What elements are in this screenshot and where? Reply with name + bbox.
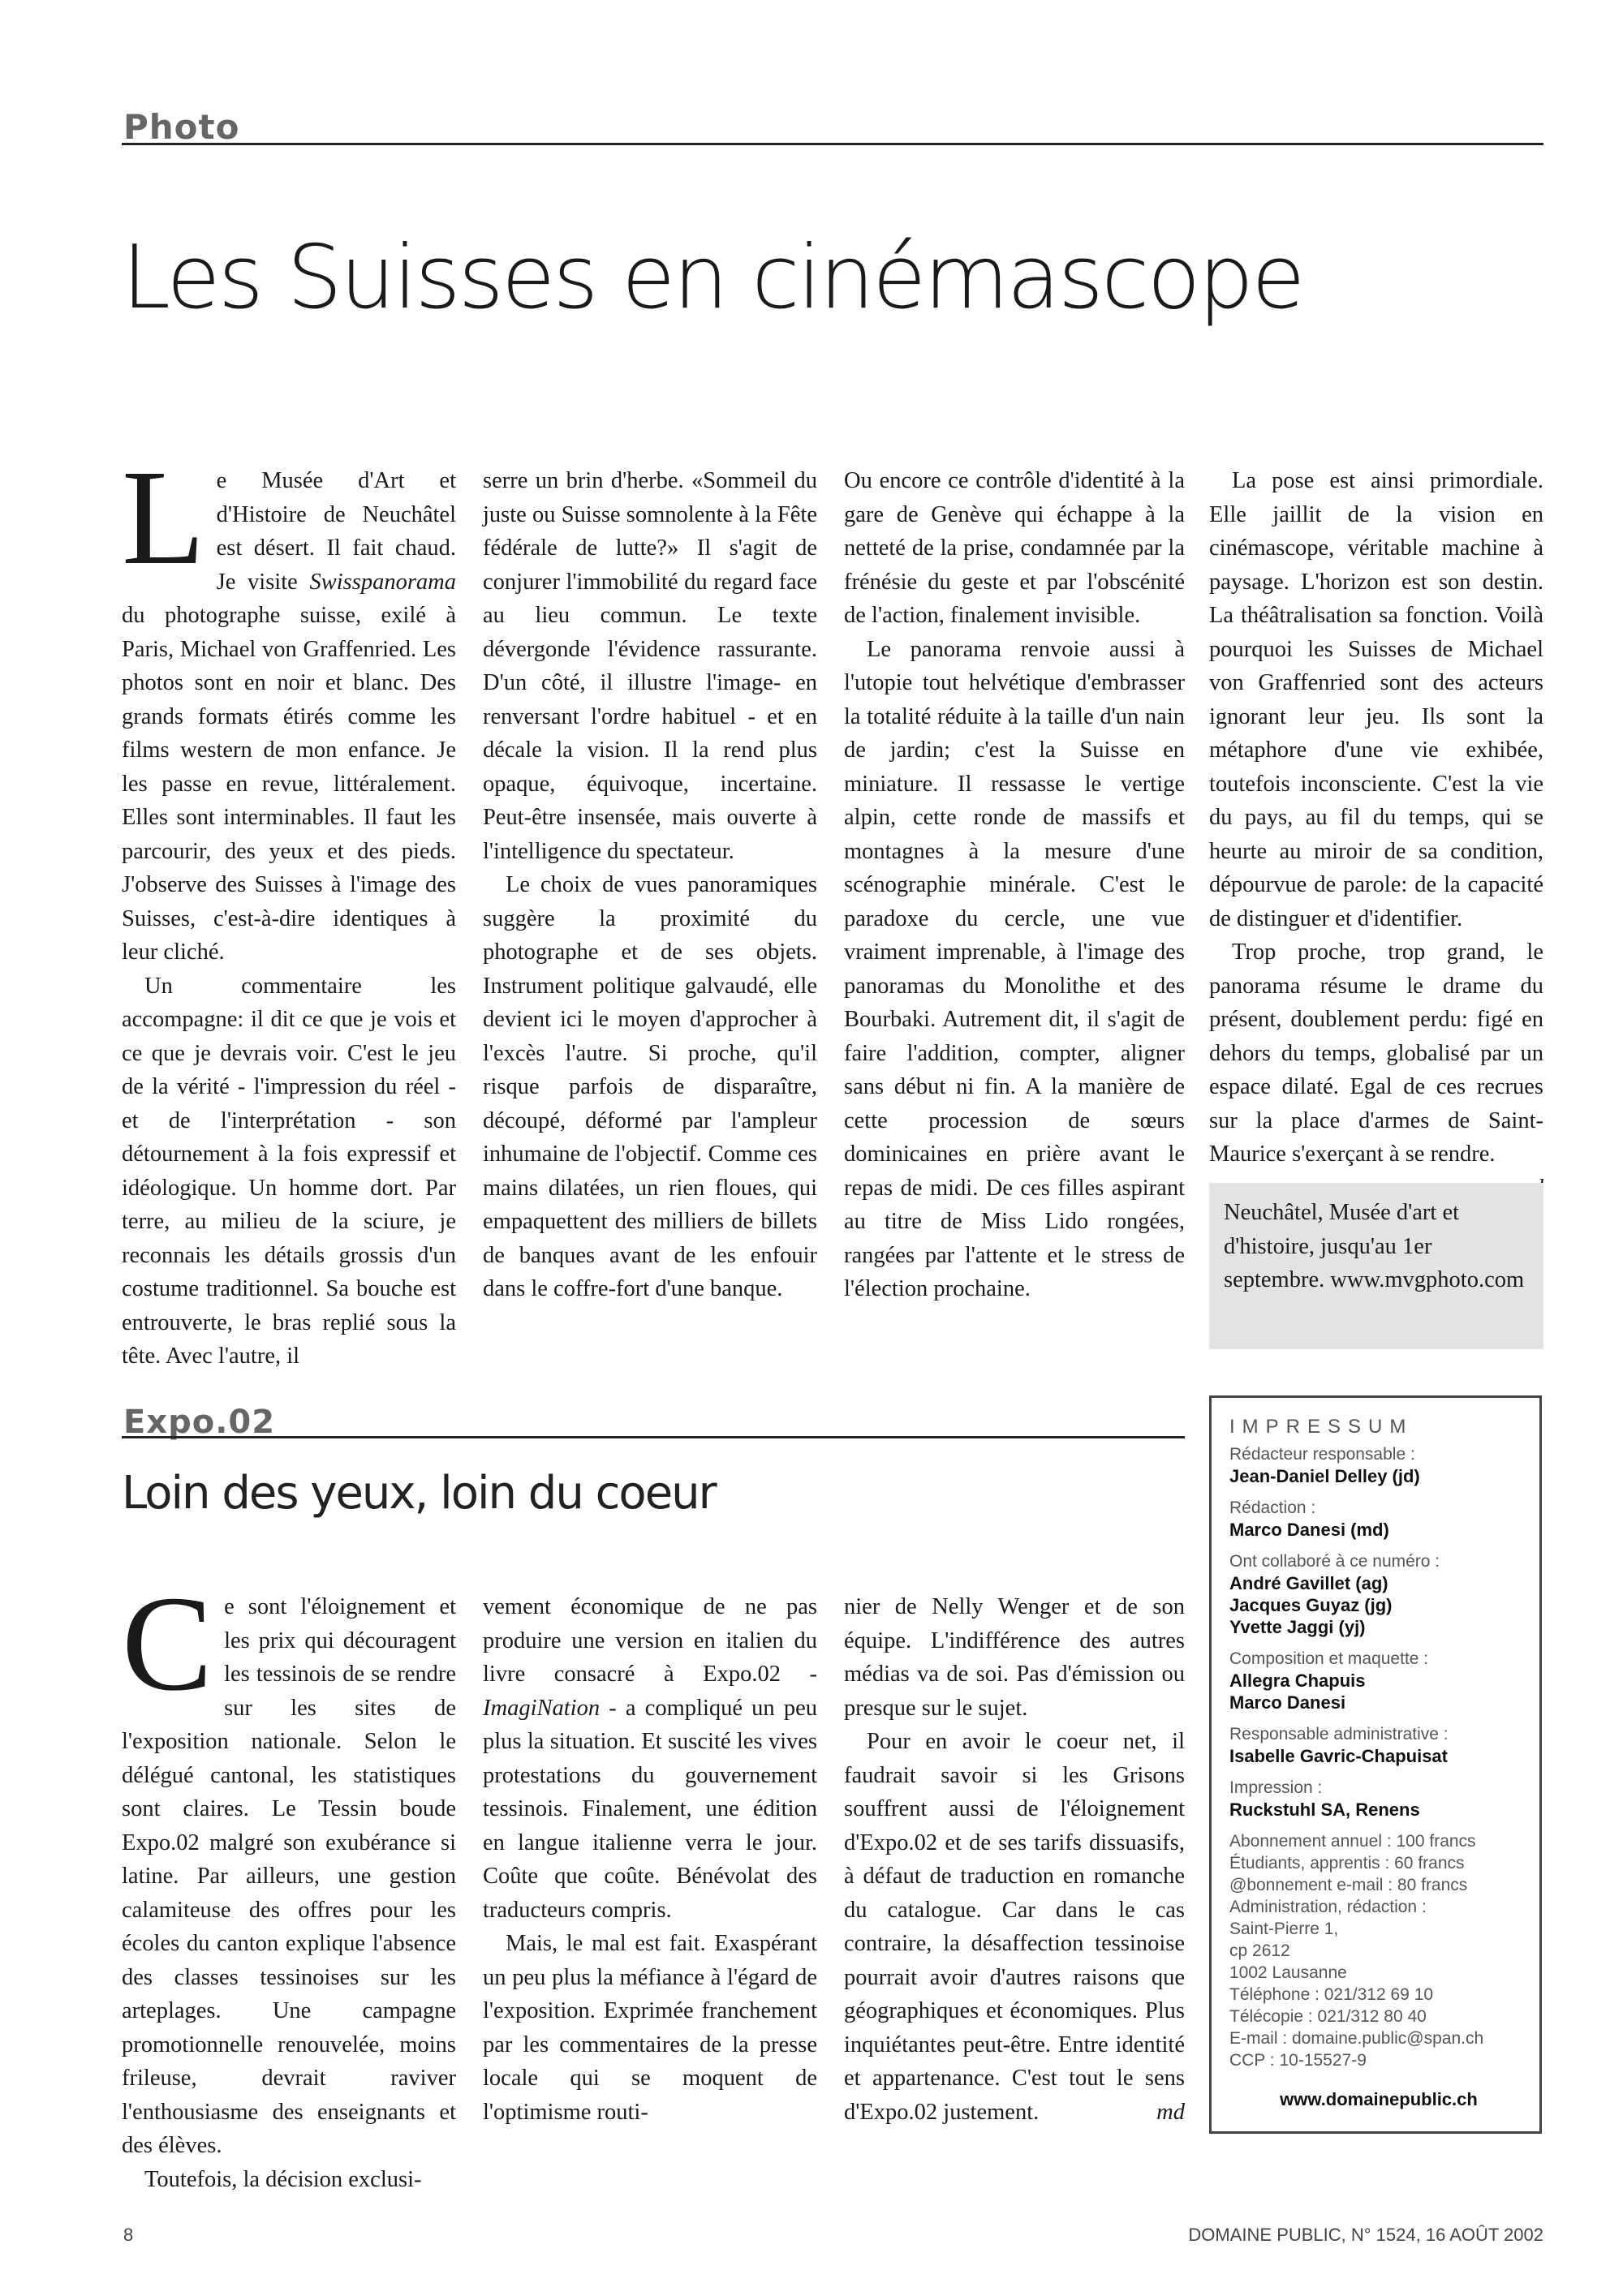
dropcap: C bbox=[122, 1568, 213, 1719]
impressum-line: Étudiants, apprentis : 60 francs bbox=[1229, 1854, 1465, 1872]
paragraph: nier de Nelly Wenger et de son équipe. L'indifférence des autres médias va de soi. Pas d'émission ou presque sur le sujet. bbox=[844, 1594, 1185, 1721]
section-rule bbox=[122, 1436, 1185, 1438]
impressum-value: Allegra Chapuis Marco Danesi bbox=[1229, 1670, 1366, 1713]
paragraph: Le panorama renvoie aussi à l'utopie tout helvétique d'embrasser la totalité réduite à la taille d'un nain de jardin; c'est la Suisse en miniature. Il ressasse le vertige alpin, cette ronde de massifs et montagnes à la mesure d'une scénographie minérale. C'est le paradoxe du cercle, une vue vraiment imprenable, à l'image des panoramas du Monolithe et des Bourbaki. Autrement dit, il s'agit de faire l'addition, compter, aligner sans début ni fin. A la manière de cette procession de sœurs dominicaines en prière avant le repas de midi. De ces filles aspirant au titre de Miss Lido rongées, rangées par l'attente et le stress de l'élection prochaine. bbox=[844, 636, 1185, 1301]
impressum-value: Jean-Daniel Delley (jd) bbox=[1229, 1466, 1420, 1486]
paragraph: Trop proche, trop grand, le panorama résume le drame du présent, doublement perdu: figé en dehors du temps, globalisé par un espace dilaté. Egal de ces recrues sur la place d'armes de Saint-Maurice s'exerçant à se rendre. bbox=[1209, 935, 1543, 1172]
issue-info: DOMAINE PUBLIC, N° 1524, 16 AOÛT 2002 bbox=[1188, 2225, 1543, 2245]
exhibition-info-box bbox=[1209, 1183, 1543, 1349]
impressum-label: Responsable administrative : bbox=[1229, 1725, 1449, 1743]
impressum-line: 1002 Lausanne bbox=[1229, 1963, 1347, 1982]
impressum-value: Ruckstuhl SA, Renens bbox=[1229, 1799, 1420, 1820]
article2-column-1: Ce sont l'éloignement et les prix qui découragent les tessinois de se rendre sur les sites de l'exposition nationale. Selon le délégué cantonal, les statistiques sont claires. Le Tessin boude Expo.02 malgré son exubérance si latine. Par ailleurs, une gestion calamiteuse des offres pour les écoles du canton explique l'absence des classes tessinoises sur les arteplages. Une campagne promotionnelle renouvelée, moins frileuse, devrait raviver l'enthousiasme des enseignants et des élèves. Toutefois, la décision exclusi- bbox=[122, 1590, 456, 2196]
impressum-box bbox=[1209, 1395, 1542, 2134]
paragraph: Un commentaire les accompagne: il dit ce que je vois et ce que je devrais voir. C'est le jeu de la vérité - l'impression du réel - et de l'interprétation - son détournement à la fois expressif et idéologique. Un homme dort. Par terre, au milieu de la sciure, je reconnais les détails grossis d'un costume traditionnel. Sa bouche est entrouverte, le bras replié sous la tête. Avec l'autre, il bbox=[122, 973, 456, 1369]
paragraph: Ou encore ce contrôle d'identité à la gare de Genève qui échappe à la netteté de la prise, condamnée par la frénésie du geste et par l'obscénité de l'action, finalement invisible. bbox=[844, 468, 1185, 628]
impressum-line: @bonnement e-mail : 80 francs bbox=[1229, 1876, 1468, 1894]
impressum-title: IMPRESSUM bbox=[1229, 1416, 1414, 1438]
impressum-label: Rédaction : bbox=[1229, 1498, 1316, 1517]
section-label-expo: Expo.02 bbox=[123, 1404, 276, 1441]
article2-column-3 bbox=[844, 1590, 1185, 2129]
exhibition-info-text: Neuchâtel, Musée d'art et d'histoire, jusqu'au 1er septembre. www.mvgphoto.com bbox=[1224, 1200, 1525, 1292]
impressum-line: Téléphone : 021/312 69 10 bbox=[1229, 1985, 1434, 2004]
section-label-photo: Photo bbox=[123, 107, 240, 147]
article1-column-1: Le Musée d'Art et d'Histoire de Neuchâtel est désert. Il fait chaud. Je visite Swisspanorama du photographe suisse, exilé à Paris, Michael von Graffenried. Les photos sont en noir et blanc. Des grands formats étirés comme les films western de mon enfance. Je les passe en revue, littéralement. Elles sont interminables. Il faut les parcourir, des yeux et des pieds. J'observe des Suisses à l'image des Suisses, c'est-à-dire identiques à leur cliché. Un commentaire les accompagne: il dit ce que je vois et ce que je devrais voir. C'est le jeu de la vérité - l'impression du réel - et de l'interprétation - son détournement à la fois expressif et idéologique. Un homme dort. Par terre, au milieu de la sciure, je reconnais les détails grossis d'un costume traditionnel. Sa bouche est entrouverte, le bras replié sous la tête. Avec l'autre, il bbox=[122, 464, 456, 1374]
impressum-line: cp 2612 bbox=[1229, 1941, 1290, 1960]
impressum-label: Ont collaboré à ce numéro : bbox=[1229, 1552, 1440, 1571]
paragraph: La pose est ainsi primordiale. Elle jaillit de la vision en cinémascope, véritable machine à paysage. L'horizon est son destin. La théâtralisation sa fonction. Voilà pourquoi les Suisses de Michael von Graffenried sont des acteurs ignorant leur jeu. Ils sont la métaphore d'une vie exhibée, toutefois inconsciente. C'est la vie du pays, au fil du temps, qui se heurte au miroir de sa condition, dépourvue de parole: de la capacité de distinguer et d'identifier. bbox=[1209, 468, 1543, 931]
impressum-line: Administration, rédaction : bbox=[1229, 1898, 1427, 1916]
paragraph: Toutefois, la décision exclusi- bbox=[144, 2166, 422, 2192]
impressum-value: Isabelle Gavric-Chapuisat bbox=[1229, 1746, 1448, 1766]
impressum-value: André Gavillet (ag) Jacques Guyaz (jg) Yvette Jaggi (yj) bbox=[1229, 1573, 1393, 1637]
dropcap: L bbox=[122, 442, 205, 593]
paragraph: Pour en avoir le coeur net, il faudrait savoir si les Grisons souffrent aussi de l'éloignement d'Expo.02 et de ses tarifs dissuasifs, à défaut de traduction en romanche du catalogue. Car dans le cas contraire, la désaffection tessinoise pourrait avoir d'autres raisons que géographiques et économiques. Plus inquiétantes peut-être. Entre identité et appartenance. C'est tout le sens d'Expo.02 justement. md bbox=[844, 1725, 1185, 2129]
impressum-line: Saint-Pierre 1, bbox=[1229, 1920, 1339, 1938]
paragraph: Le choix de vues panoramiques suggère la proximité du photographe et de ses objets. Instrument politique galvaudé, elle devient ici le moyen d'approcher à l'excès l'autre. Si proche, qu'il risque parfois de disparaître, découpé, déformé par l'ampleur inhumaine de l'objectif. Comme ces mains dilatées, un rien floues, qui empaquettent des milliers de billets de banques avant de les enfouir dans le coffre-fort d'une banque. bbox=[483, 872, 817, 1301]
article-title: Loin des yeux, loin du coeur bbox=[122, 1467, 716, 1520]
impressum-label: Impression : bbox=[1229, 1778, 1323, 1797]
impressum-value: Marco Danesi (md) bbox=[1229, 1520, 1389, 1540]
impressum-line: E-mail : domaine.public@span.ch bbox=[1229, 2029, 1484, 2048]
website-link[interactable]: www.domainepublic.ch bbox=[1280, 2089, 1478, 2109]
author-signoff: md bbox=[1156, 2099, 1185, 2125]
impressum-label: Rédacteur responsable : bbox=[1229, 1445, 1415, 1464]
paragraph: serre un brin d'herbe. «Sommeil du juste ou Suisse somnolente à la Fête fédérale de lutte?» Il s'agit de conjurer l'immobilité du regard face au lieu commun. Le texte dévergonde l'évidence rassurante. D'un côté, il illustre l'image- en renversant l'ordre habituel - et en décale la vision. Il la rend plus opaque, équivoque, incertaine. Peut-être insensée, mais ouverte à l'intelligence du spectateur. bbox=[483, 468, 817, 864]
impressum-line: Abonnement annuel : 100 francs bbox=[1229, 1832, 1476, 1851]
article-title: Les Suisses en cinémascope bbox=[122, 227, 1303, 329]
impressum-line: CCP : 10-15527-9 bbox=[1229, 2051, 1367, 2070]
page-number: 8 bbox=[123, 2225, 134, 2245]
section-rule bbox=[122, 143, 1543, 145]
article1-column-2 bbox=[483, 464, 817, 1306]
impressum-label: Composition et maquette : bbox=[1229, 1649, 1429, 1668]
paragraph: Mais, le mal est fait. Exaspérant un peu plus la méfiance à l'égard de l'exposition. Exprimée franchement par les commentaires de la presse locale qui se moquent de l'optimisme routi- bbox=[483, 1931, 817, 2125]
article1-column-3 bbox=[844, 464, 1185, 1306]
article1-column-4 bbox=[1209, 464, 1543, 1205]
article2-column-2: vement économique de ne pas produire une version en italien du livre consacré à Expo.02 - ImagiNation - a compliqué un peu plus la situation. Et suscité les vives protestations du gouvernement tessinois. Finalement, une édition en langue italienne verra le jour. Coûte que coûte. Bénévolat des traducteurs compris. Mais, le mal est fait. Exaspérant un peu plus la méfiance à l'égard de l'exposition. Exprimée franchement par les commentaires de la presse locale qui se moquent de l'optimisme routi- bbox=[483, 1590, 817, 2129]
impressum-line: Télécopie : 021/312 80 40 bbox=[1229, 2007, 1427, 2026]
